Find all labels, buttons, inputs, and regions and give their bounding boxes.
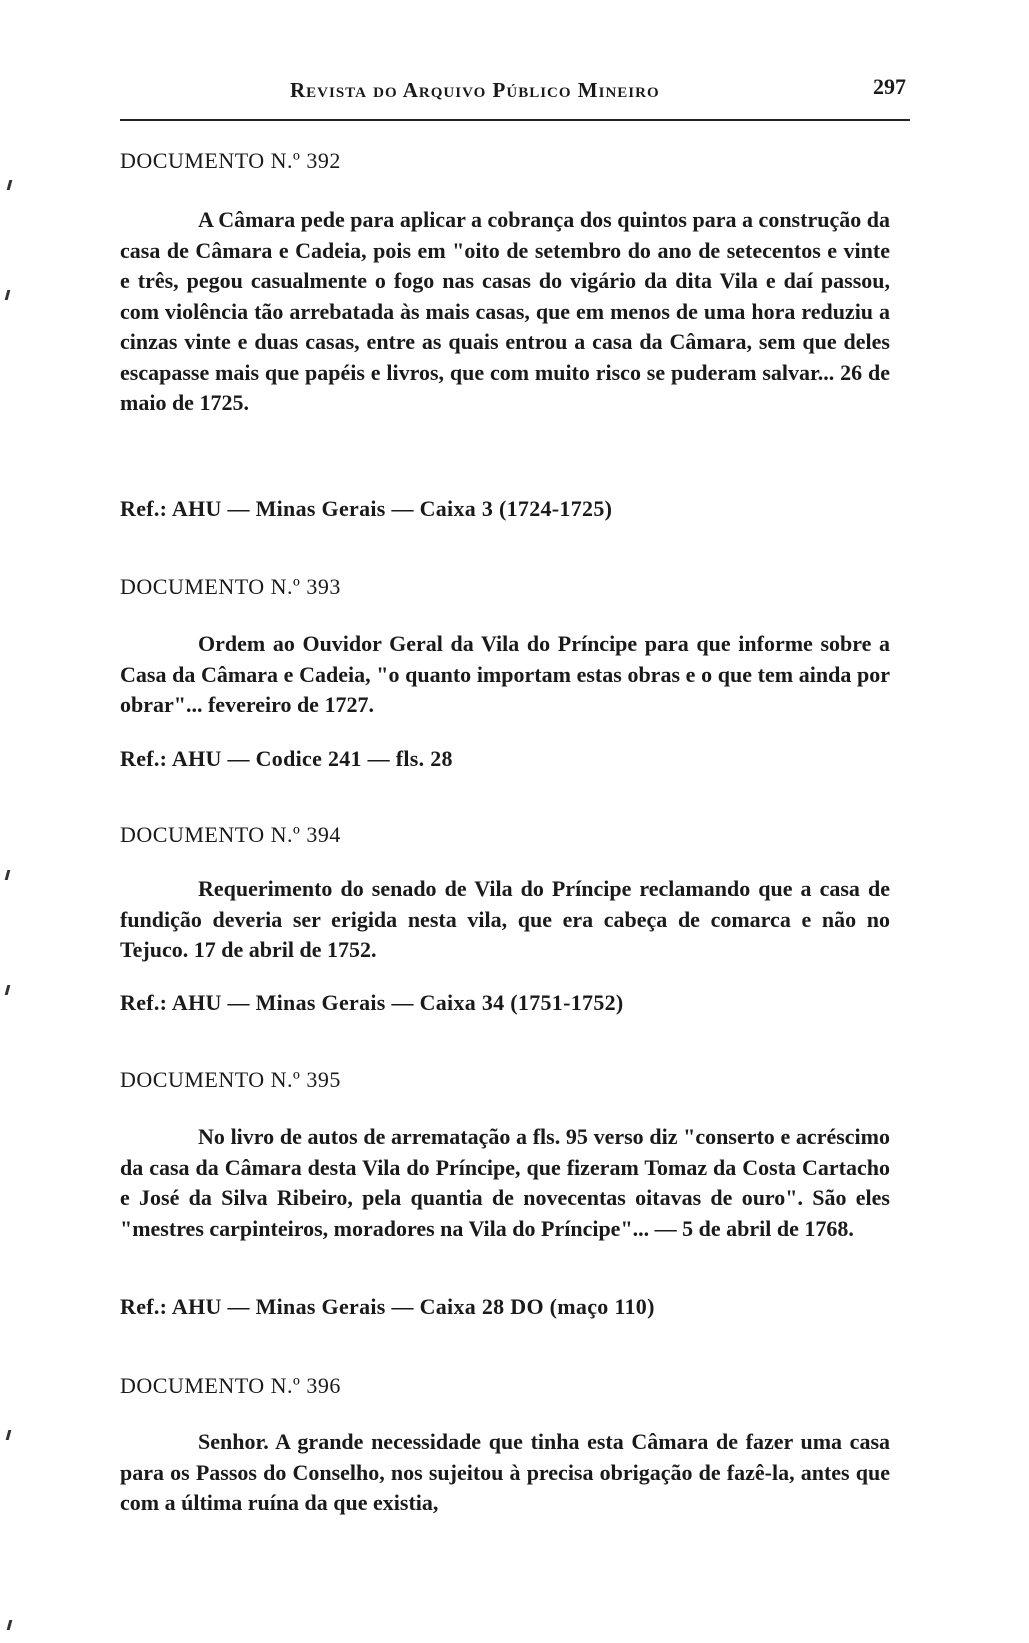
running-header	[120, 74, 910, 112]
document-heading: DOCUMENTO N.º 396	[120, 1373, 341, 1398]
margin-mark	[5, 985, 11, 995]
document-body: A Câmara pede para aplicar a cobrança dos quintos para a construção da casa de Câmara e Cadeia, pois em "oito de setembro do ano de setecentos e vinte e três, pegou casualmente o fogo nas casas do vigário da dita Vila e daí passou, com violência tão arrebatada às mais casas, que em menos de uma hora reduziu a cinzas vinte e duas casas, entre as quais entrou a casa da Câmara, sem que deles escapasse mais que papéis e livros, que com muito risco se puderam salvar... 26 de maio de 1725.	[120, 207, 890, 415]
document-394-reference	[120, 990, 910, 1020]
document-392-reference	[120, 496, 910, 526]
document-heading: DOCUMENTO N.º 392	[120, 148, 341, 173]
document-393	[120, 574, 910, 734]
document-394	[120, 822, 910, 982]
header-rule	[120, 119, 910, 121]
document-reference: Ref.: AHU — Codice 241 — fls. 28	[120, 746, 453, 771]
document-body: Ordem ao Ouvidor Geral da Vila do Príncipe para que informe sobre a Casa da Câmara e Cadeia, "o quanto importam estas obras e o que tem ainda por obrar"... fevereiro de 1727.	[120, 631, 890, 717]
document-396	[120, 1373, 910, 1523]
margin-mark	[5, 290, 11, 300]
document-393-reference	[120, 746, 910, 776]
document-heading: DOCUMENTO N.º 395	[120, 1067, 341, 1092]
document-heading: DOCUMENTO N.º 393	[120, 574, 341, 599]
document-reference: Ref.: AHU — Minas Gerais — Caixa 3 (1724-1725)	[120, 496, 613, 521]
margin-mark	[6, 1430, 12, 1440]
document-body: Requerimento do senado de Vila do Príncipe reclamando que a casa de fundição deveria ser erigida nesta vila, que era cabeça de comarca e não no Tejuco. 17 de abril de 1752.	[120, 876, 890, 962]
document-body: No livro de autos de arrematação a fls. 95 verso diz "conserto e acréscimo da casa da Câmara desta Vila do Príncipe, que fizeram Tomaz da Costa Cartacho e José da Silva Ribeiro, pela quantia de novecentas oitavas de ouro". São eles "mestres carpinteiros, moradores na Vila do Príncipe"... — 5 de abril de 1768.	[120, 1124, 890, 1241]
document-body: Senhor. A grande necessidade que tinha esta Câmara de fazer uma casa para os Passos do Conselho, nos sujeitou à precisa obrigação de fazê-la, antes que com a última ruína da que existia,	[120, 1429, 890, 1515]
document-392	[120, 148, 910, 468]
page-number: 297	[873, 74, 906, 99]
margin-mark	[5, 870, 11, 880]
margin-mark	[7, 1620, 13, 1630]
document-395-reference	[120, 1294, 910, 1324]
document-reference: Ref.: AHU — Minas Gerais — Caixa 28 DO (maço 110)	[120, 1294, 655, 1319]
document-heading: DOCUMENTO N.º 394	[120, 822, 341, 847]
running-title: Revista do Arquivo Público Mineiro	[290, 78, 660, 102]
margin-mark	[7, 180, 13, 190]
document-reference: Ref.: AHU — Minas Gerais — Caixa 34 (1751-1752)	[120, 990, 624, 1015]
document-395	[120, 1067, 910, 1287]
